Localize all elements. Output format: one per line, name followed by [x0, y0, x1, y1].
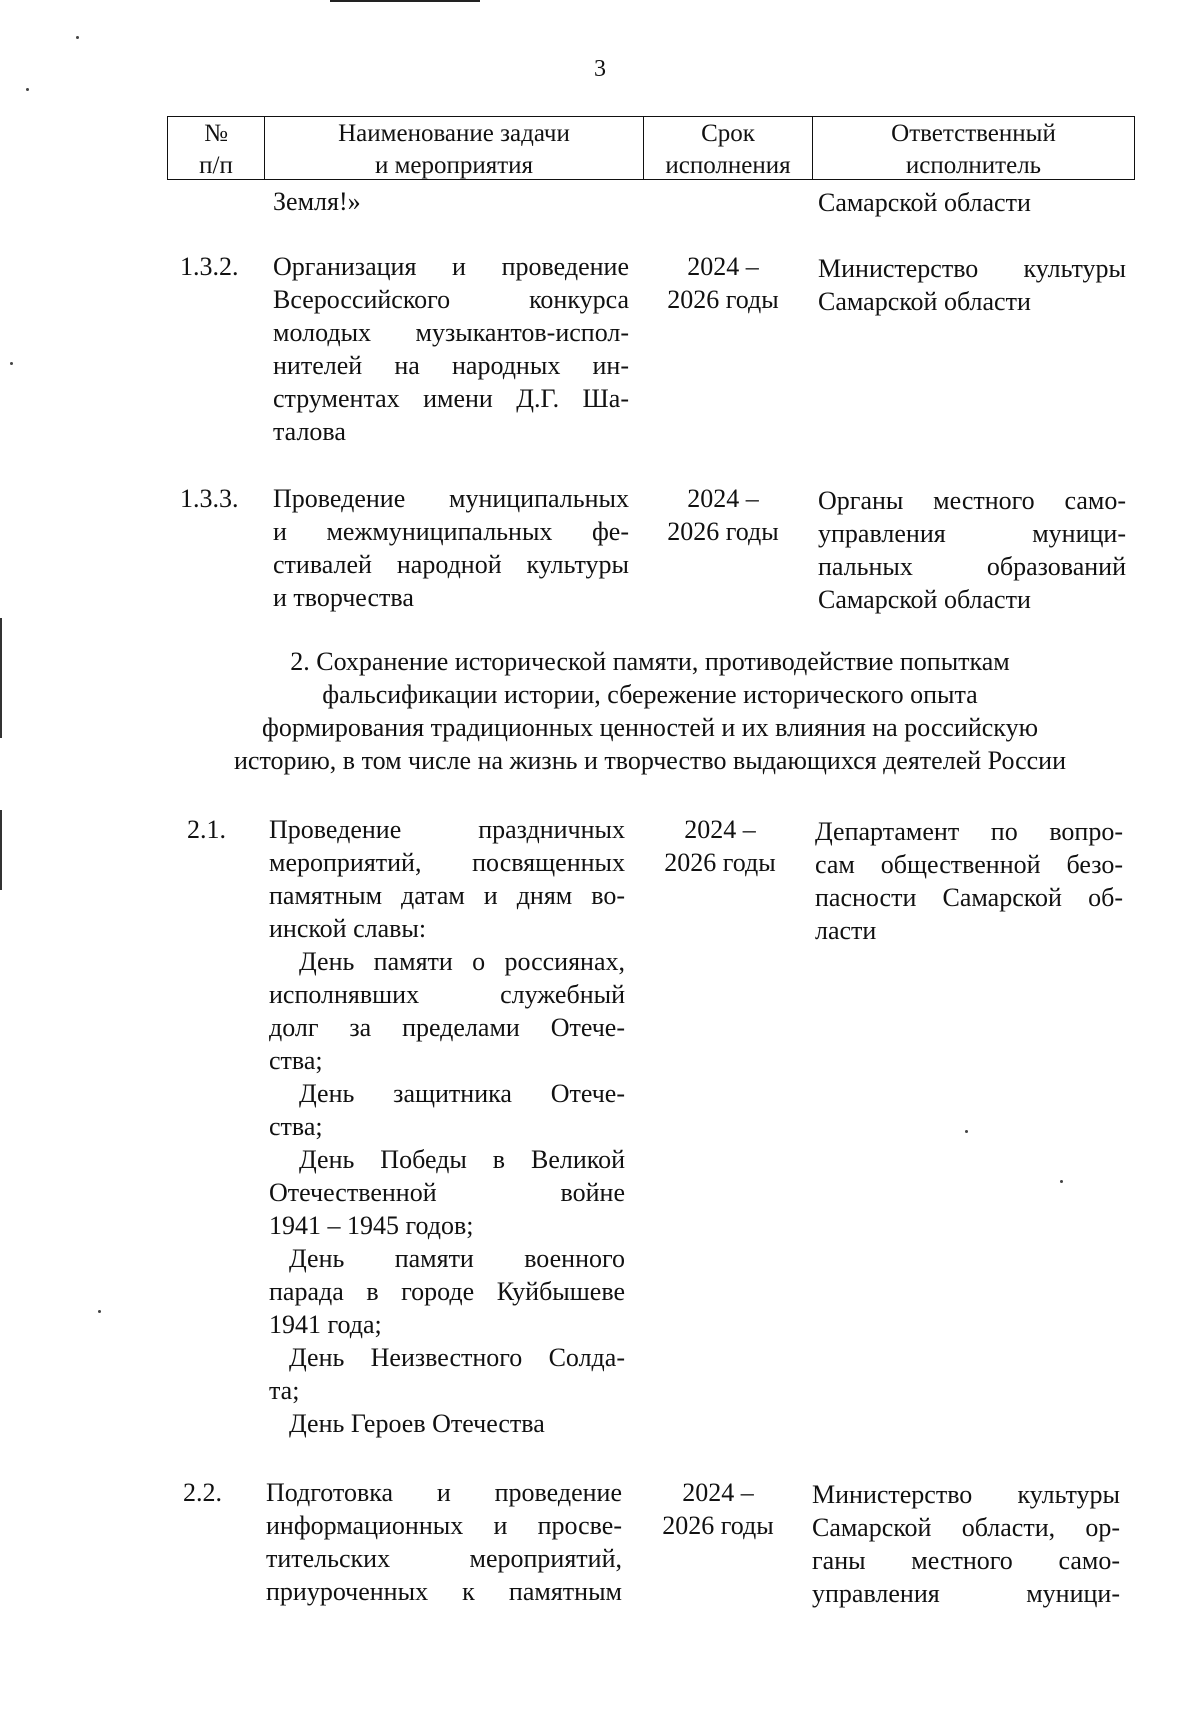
scan-speck — [1060, 1180, 1063, 1183]
task-line: талова — [273, 417, 346, 446]
term-line: 2026 годы — [664, 848, 776, 877]
scan-edge-mark — [0, 618, 2, 738]
holiday-line: Отечественной войне — [269, 1178, 625, 1207]
holiday-line: ства; — [269, 1112, 323, 1141]
scan-speck — [965, 1130, 968, 1133]
resp-line: Самарской области, ор- — [812, 1513, 1120, 1542]
holiday-line: 1941 – 1945 годов; — [269, 1211, 474, 1240]
task-line: тительских мероприятий, — [266, 1544, 622, 1573]
holiday-line: долг за пределами Отече- — [269, 1013, 625, 1042]
row-number: 2.2. — [183, 1478, 222, 1507]
holiday-line: День Победы в Великой — [299, 1145, 625, 1174]
row-resp — [815, 815, 1123, 947]
resp-line: Самарской области — [818, 287, 1031, 316]
task-line: и творчества — [273, 583, 414, 612]
resp-line: управления муници- — [818, 519, 1126, 548]
task-line: струментах имени Д.Г. Ша- — [273, 384, 629, 413]
header-text: исполнитель — [905, 152, 1042, 179]
header-col-resp — [813, 117, 1134, 179]
row-number: 1.3.3. — [180, 484, 239, 513]
section-title-line: историю, в том числе на жизнь и творчество выдающихся деятелей России — [233, 746, 1067, 775]
row-number: 1.3.2. — [180, 252, 239, 281]
scan-edge-mark — [0, 810, 2, 890]
holiday-item — [269, 945, 625, 1077]
task-line: стивалей народной культуры — [273, 550, 629, 579]
holiday-line: День памяти о россиянах, — [299, 947, 625, 976]
resp-line: ласти — [815, 916, 877, 945]
resp-line: Самарской области — [818, 585, 1031, 614]
term-line: 2024 – — [687, 252, 759, 281]
scan-speck — [10, 362, 13, 365]
task-line: Проведение муниципальных — [273, 484, 629, 513]
holiday-line: 1941 года; — [269, 1310, 382, 1339]
term-line: 2024 – — [687, 484, 759, 513]
row-term — [643, 1476, 793, 1542]
resp-line: сам общественной безо- — [815, 850, 1123, 879]
term-line: 2026 годы — [662, 1511, 774, 1540]
row-term — [648, 482, 798, 548]
row-term — [648, 250, 798, 316]
page-number: 3 — [594, 56, 606, 82]
row-task — [273, 482, 629, 614]
task-line: Всероссийского конкурса — [273, 285, 629, 314]
scan-speck — [76, 36, 79, 39]
row-task — [266, 1476, 622, 1608]
section-title-line: формирования традиционных ценностей и их влияния на российскую — [262, 713, 1038, 742]
holiday-line: День Неизвестного Солда- — [289, 1343, 625, 1372]
task-line: нителей на народных ин- — [273, 351, 629, 380]
row-resp — [812, 1478, 1120, 1610]
row-task — [269, 813, 625, 1440]
header-text: Наименование задачи — [338, 120, 570, 147]
scan-speck — [26, 88, 29, 91]
holiday-line: День защитника Отече- — [299, 1079, 625, 1108]
holiday-item — [269, 1407, 625, 1440]
task-line: и межмуниципальных фе- — [273, 517, 629, 546]
holiday-item — [269, 1242, 625, 1341]
resp-line: Органы местного само- — [818, 486, 1126, 515]
section-title-line: фальсификации истории, сбережение исторического опыта — [322, 680, 978, 709]
task-line: мероприятий, посвященных — [269, 848, 625, 877]
row-task — [273, 250, 629, 448]
task-line: инской славы: — [269, 914, 427, 943]
resp-line: Министерство культуры — [812, 1480, 1120, 1509]
top-edge-line — [330, 0, 480, 2]
holiday-item — [269, 1143, 625, 1242]
header-text: и мероприятия — [374, 152, 534, 179]
header-text: Срок — [701, 120, 755, 147]
header-text: п/п — [199, 152, 233, 179]
task-line: Организация и проведение — [273, 252, 629, 281]
header-text: Ответственный — [891, 120, 1056, 147]
section-title — [175, 645, 1125, 777]
header-text: исполнения — [665, 152, 791, 179]
term-line: 2026 годы — [667, 517, 779, 546]
row-term — [645, 813, 795, 879]
task-line: Подготовка и проведение — [266, 1478, 622, 1507]
scan-speck — [98, 1310, 101, 1313]
task-line: молодых музыкантов-испол- — [273, 318, 629, 347]
task-line: информационных и просве- — [266, 1511, 622, 1540]
holiday-line: День Героев Отечества — [289, 1409, 545, 1438]
holiday-line: День памяти военного — [289, 1244, 625, 1273]
holiday-line: ства; — [269, 1046, 323, 1075]
resp-line: управления муници- — [812, 1579, 1120, 1608]
header-col-task — [265, 117, 644, 179]
term-line: 2024 – — [684, 815, 756, 844]
holiday-item — [269, 1077, 625, 1143]
holiday-item — [269, 1341, 625, 1407]
resp-line: пасности Самарской об- — [815, 883, 1123, 912]
task-line: приуроченных к памятным — [266, 1577, 622, 1606]
carry-over-resp: Самарской области — [818, 188, 1031, 217]
row-number: 2.1. — [187, 815, 226, 844]
header-text: № — [204, 120, 228, 147]
term-line: 2024 – — [682, 1478, 754, 1507]
resp-line: пальных образований — [818, 552, 1126, 581]
term-line: 2026 годы — [667, 285, 779, 314]
header-col-num — [168, 117, 265, 179]
task-line: Проведение праздничных — [269, 815, 625, 844]
resp-line: ганы местного само- — [812, 1546, 1120, 1575]
holiday-line: исполнявших служебный — [269, 980, 625, 1009]
row-resp — [818, 252, 1126, 318]
resp-line: Министерство культуры — [818, 254, 1126, 283]
task-line: памятным датам и дням во- — [269, 881, 625, 910]
resp-line: Департамент по вопро- — [815, 817, 1123, 846]
section-title-line: 2. Сохранение исторической памяти, противодействие попыткам — [290, 647, 1010, 676]
holiday-line: та; — [269, 1376, 300, 1405]
row-resp — [818, 484, 1126, 616]
header-col-term — [644, 117, 813, 179]
holiday-line: парада в городе Куйбышеве — [269, 1277, 625, 1306]
carry-over-task: Земля!» — [273, 187, 361, 216]
table-header — [167, 116, 1135, 180]
